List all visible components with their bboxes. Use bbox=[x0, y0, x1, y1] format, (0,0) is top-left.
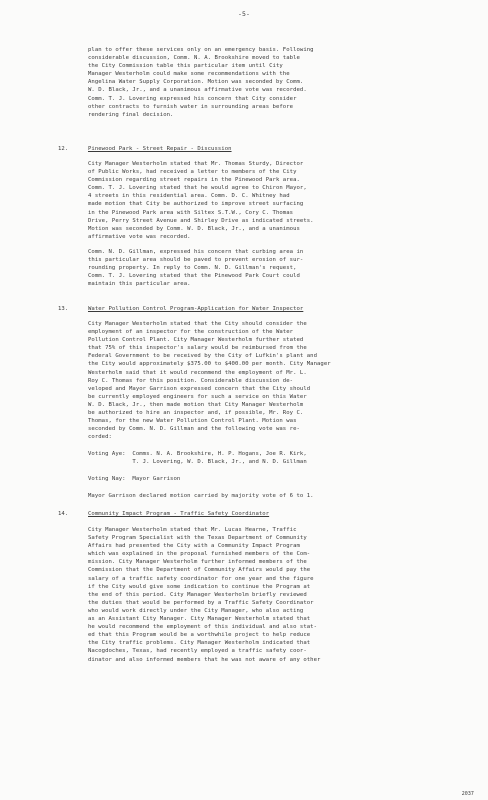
item-12-paragraph-1 bbox=[88, 160, 440, 241]
text-line: Voting Aye: Comms. N. A. Brookshire, H. P. Hogans, Joe R. Kirk, bbox=[88, 451, 307, 457]
text-line: Roy C. Thomas for this position. Considerable discussion de- bbox=[88, 377, 294, 384]
item-12-paragraph-2 bbox=[88, 248, 440, 288]
text-line: the end of this period. City Manager Westerholm briefly reviewed bbox=[88, 591, 307, 598]
text-line: Comm. T. J. Lovering stated that the Pinewood Park Court could bbox=[88, 273, 300, 280]
item-13-heading bbox=[58, 305, 448, 313]
text-line: employment of an inspector for the construction of the Water bbox=[88, 329, 294, 336]
text-line: seconded by Comm. N. D. Gillman and the following vote was re- bbox=[88, 426, 300, 433]
text-line: be currently employed engineers for such a service on this Water bbox=[88, 393, 307, 400]
text-line: Manager Westerholm could make some recommendations with the bbox=[88, 71, 290, 78]
text-line: the duties that would be performed by a Traffic Safety Coordinator bbox=[88, 599, 314, 606]
text-line: he would recommend the employment of this individual and also stat- bbox=[88, 624, 317, 631]
text-line: veloped and Mayor Garrison expressed concern that the City should bbox=[88, 385, 311, 392]
text-line: that 75% of this inspector's salary would be reimbursed from the bbox=[88, 345, 307, 352]
text-line: Commission that the Department of Community Affairs would pay the bbox=[88, 567, 311, 574]
text-line: as an Assistant City Manager. City Manager Westerholm stated that bbox=[88, 616, 311, 623]
text-line: dinator and also informed members that he was not aware of any other bbox=[88, 656, 321, 663]
item-number: 13. bbox=[58, 306, 69, 312]
text-line: corded: bbox=[88, 434, 112, 441]
item-heading: Pinewood Park - Street Repair - Discussion bbox=[88, 146, 232, 152]
text-line: be authorized to hire an inspector and, if possible, Mr. Roy C. bbox=[88, 410, 304, 417]
text-line: in the Pinewood Park area with Siltex S.T.W., Cory C. Thomas bbox=[88, 209, 294, 216]
item-13-voting-nay bbox=[88, 475, 440, 483]
text-line: the City would approximately $375.00 to $400.00 per month. City Manager bbox=[88, 361, 331, 368]
item-heading: Water Pollution Control Program-Application for Water Inspector bbox=[88, 306, 304, 312]
text-line: Comm. T. J. Lovering expressed his concern that City consider bbox=[88, 95, 297, 102]
text-line: mission. City Manager Westerholm further informed members of the bbox=[88, 559, 307, 566]
text-line: considerable discussion, Comm. N. A. Brookshire moved to table bbox=[88, 55, 300, 62]
text-line: Comm. T. J. Lovering stated that he would agree to Chiron Mayor, bbox=[88, 185, 307, 192]
text-line: City Manager Westerholm stated that the City should consider the bbox=[88, 321, 307, 327]
text-line: rounding property. In reply to Comm. N. D. Gillman's request, bbox=[88, 265, 297, 272]
text-line: other contracts to furnish water in surrounding areas before bbox=[88, 103, 294, 110]
text-line: City Manager Westerholm stated that Mr. Thomas Sturdy, Director bbox=[88, 161, 304, 167]
text-line: Motion was seconded by Comm. W. D. Black, Jr., and a unanimous bbox=[88, 225, 300, 232]
text-line: maintain this particular area. bbox=[88, 281, 191, 288]
text-line: T. J. Lovering, W. D. Black, Jr., and N. D. Gillman bbox=[88, 459, 307, 466]
item-12-heading bbox=[58, 145, 448, 153]
text-line: salary of a traffic safety coordinator for one year and the figure bbox=[88, 575, 314, 582]
text-line: Thomas, for the new Water Pollution Control Plant. Motion was bbox=[88, 418, 297, 425]
text-line: Commission regarding street repairs in the Pinewood Park area. bbox=[88, 177, 300, 184]
text-line: Westerholm said that it would recommend the employment of Mr. L. bbox=[88, 369, 307, 376]
text-line: Affairs had presented the City with a Community Impact Program bbox=[88, 543, 300, 550]
text-line: if the City would give some indication to continue the Program at bbox=[88, 583, 311, 590]
item-14-heading bbox=[58, 510, 448, 518]
continuation-paragraph bbox=[88, 46, 440, 119]
text-line: plan to offer these services only on an emergency basis. Following bbox=[88, 47, 314, 53]
text-line: W. D. Black, Jr., and a unanimous affirmative vote was recorded. bbox=[88, 87, 307, 94]
text-line: which was explained in the proposal furnished members of the Com- bbox=[88, 551, 311, 558]
text-line: made motion that City be authorized to improve street surfacing bbox=[88, 201, 304, 208]
text-line: the City Commission table this particular item until City bbox=[88, 63, 283, 70]
text-line: Federal Government to be received by the City of Lufkin's plant and bbox=[88, 353, 317, 360]
item-13-voting-aye bbox=[88, 450, 440, 466]
text-line: Pollution Control Plant. City Manager Westerholm further stated bbox=[88, 337, 304, 344]
text-line: ed that this Program would be a worthwhile project to help reduce bbox=[88, 632, 311, 639]
text-line: who would work directly under the City Manager, who also acting bbox=[88, 607, 304, 614]
text-line: Nacogdoches, Texas, had recently employed a traffic safety coor- bbox=[88, 648, 307, 655]
item-13-paragraph-1 bbox=[88, 320, 440, 441]
text-line: the City traffic problems. City Manager Westerholm indicated that bbox=[88, 640, 311, 647]
text-line: of Public Works, had received a letter to members of the City bbox=[88, 169, 297, 176]
text-line: Drive, Perry Street Avenue and Shirley Drive as indicated streets. bbox=[88, 217, 314, 224]
page-number: -5- bbox=[238, 10, 250, 18]
text-line: Voting Nay: Mayor Garrison bbox=[88, 476, 181, 482]
text-line: Safety Program Specialist with the Texas Department of Community bbox=[88, 535, 307, 542]
text-line: Angelina Water Supply Corporation. Motion was seconded by Comm. bbox=[88, 79, 304, 86]
text-line: Mayor Garrison declared motion carried by majority vote of 6 to 1. bbox=[88, 493, 314, 499]
text-line: W. D. Black, Jr., then made motion that City Manager Westerholm bbox=[88, 401, 304, 408]
item-14-paragraph-1 bbox=[88, 526, 440, 664]
item-13-result bbox=[88, 492, 440, 500]
item-number: 12. bbox=[58, 146, 69, 152]
item-number: 14. bbox=[58, 511, 69, 517]
footer-mark: 2037 bbox=[461, 791, 474, 797]
item-heading: Community Impact Program - Traffic Safety Coordinator bbox=[88, 511, 270, 517]
text-line: Comm. N. D. Gillman, expressed his concern that curbing area in bbox=[88, 249, 304, 255]
text-line: this particular area should be paved to prevent erosion of sur- bbox=[88, 257, 304, 264]
text-line: affirmative vote was recorded. bbox=[88, 233, 191, 240]
text-line: rendering final decision. bbox=[88, 111, 174, 118]
text-line: City Manager Westerholm stated that Mr. Lucas Hearne, Traffic bbox=[88, 527, 297, 533]
text-line: 4 streets in this residential area. Comm. D. C. Whitney had bbox=[88, 193, 290, 200]
